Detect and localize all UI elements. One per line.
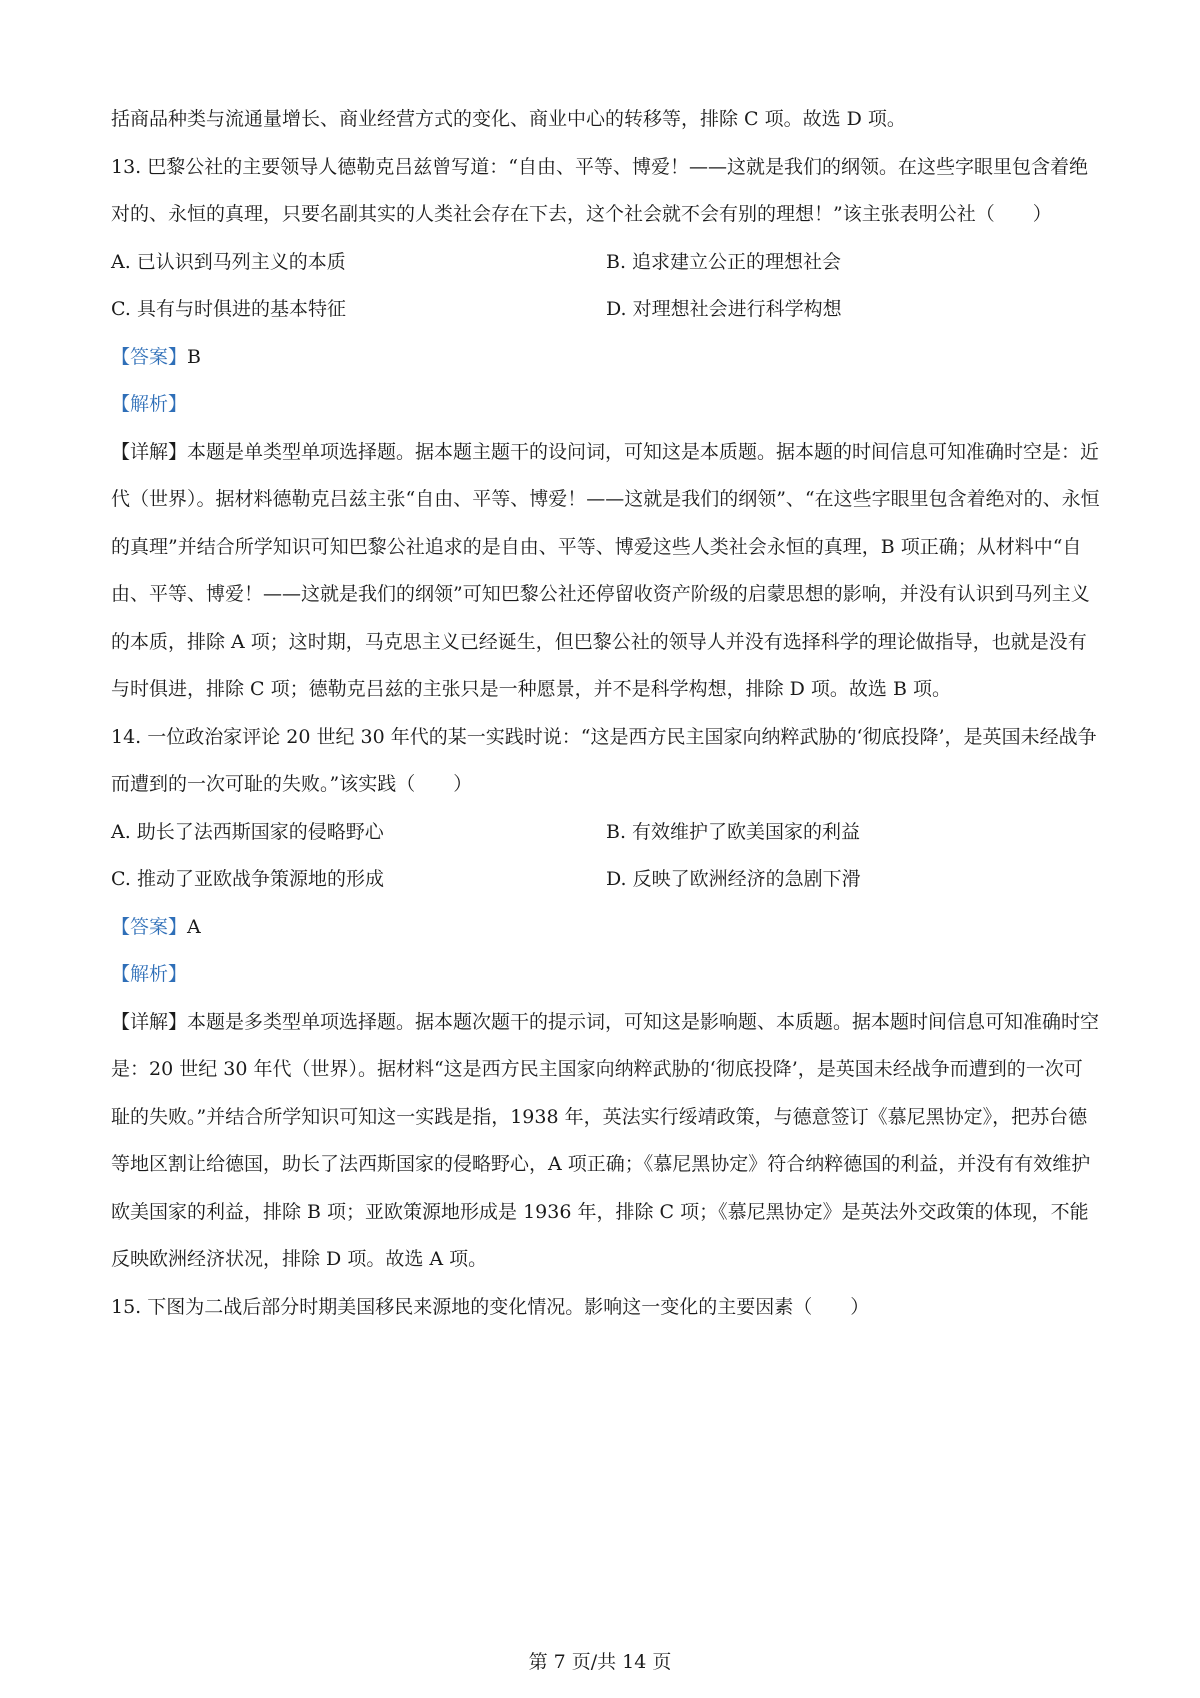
intro-line: 括商品种类与流通量增长、商业经营方式的变化、商业中心的转移等，排除 C 项。故选 D 项。: [111, 108, 906, 130]
question-14: [111, 714, 1101, 1284]
question-13-option-a: A. 已认识到马列主义的本质: [111, 250, 346, 273]
question-13-answer: [111, 334, 1101, 382]
question-13-stem: 13. 巴黎公社的主要领导人德勒克吕兹曾写道：“自由、平等、博爱！——这就是我们的纲领。在这些字眼里包含着绝对的、永恒的真理，只要名副其实的人类社会存在下去，这个社会就不会有别的理想！”该主张表明公社（ ）: [111, 155, 1088, 225]
question-14-analysis-tag: 【解析】: [111, 963, 188, 985]
question-14-stem: 14. 一位政治家评论 20 世纪 30 年代的某一实践时说：“这是西方民主国家向纳粹武胁的‘彻底投降’，是英国未经战争而遭到的一次可耻的失败。”该实践（ ）: [111, 725, 1097, 795]
question-13-options-row-2: [111, 286, 1101, 334]
question-13: [111, 144, 1101, 714]
answer-tag: 【答案】: [111, 915, 188, 938]
question-14-options-row-1: [111, 809, 1101, 857]
question-14-detail: 【详解】本题是多类型单项选择题。据本题次题干的提示词，可知这是影响题、本质题。据本题时间信息可知准确时空是：20 世纪 30 年代（世界）。据材料“这是西方民主国家向纳粹武胁的‘彻底投降’，是英国未经战争而遭到的一次可耻的失败。”并结合所学知识可知这一实践是指，1938 年，英法实行绥靖政策，与德意签订《慕尼黑协定》，把苏台德等地区割让给德国，助长了法西斯国家的侵略野心，A 项正确；《慕尼黑协定》符合纳粹德国的利益，并没有有效维护欧美国家的利益，排除 B 项；亚欧策源地形成是 1936 年，排除 C 项；《慕尼黑协定》是英法外交政策的体现，不能反映欧洲经济状况，排除 D 项。故选 A 项。: [111, 1010, 1100, 1270]
question-13-detail: 【详解】本题是单类型单项选择题。据本题主题干的设问词，可知这是本质题。据本题的时间信息可知准确时空是：近代（世界）。据材料德勒克吕兹主张“自由、平等、博爱！——这就是我们的纲领”、“在这些字眼里包含着绝对的、永恒的真理”并结合所学知识可知巴黎公社追求的是自由、平等、博爱这些人类社会永恒的真理，B 项正确；从材料中“自由、平等、博爱！——这就是我们的纲领”可知巴黎公社还停留收资产阶级的启蒙思想的影响，并没有认识到马列主义的本质，排除 A 项；这时期，马克思主义已经诞生，但巴黎公社的领导人并没有选择科学的理论做指导，也就是没有与时俱进，排除 C 项；德勒克吕兹的主张只是一种愿景，并不是科学构想，排除 D 项。故选 B 项。: [111, 440, 1100, 700]
question-14-option-b: B. 有效维护了欧美国家的利益: [606, 820, 861, 843]
question-13-option-b: B. 追求建立公正的理想社会: [606, 250, 842, 273]
question-13-option-c: C. 具有与时俱进的基本特征: [111, 298, 346, 320]
question-13-option-d: D. 对理想社会进行科学构想: [606, 298, 842, 320]
question-15: [111, 1284, 1101, 1332]
question-14-option-a: A. 助长了法西斯国家的侵略野心: [111, 820, 384, 843]
answer-value: A: [187, 915, 201, 938]
question-13-analysis-tag: 【解析】: [111, 393, 188, 415]
page-footer: 第 7 页/共 14 页: [528, 1651, 672, 1673]
question-14-options-row-2: [111, 856, 1101, 904]
question-14-option-d: D. 反映了欧洲经济的急剧下滑: [606, 868, 861, 890]
question-15-stem: 15. 下图为二战后部分时期美国移民来源地的变化情况。影响这一变化的主要因素（ ）: [111, 1295, 870, 1318]
question-13-options-row-1: [111, 239, 1101, 287]
answer-tag: 【答案】: [111, 345, 188, 368]
question-14-answer: [111, 904, 1101, 952]
question-14-option-c: C. 推动了亚欧战争策源地的形成: [111, 868, 384, 890]
answer-value: B: [187, 345, 201, 368]
page-content: [111, 96, 1101, 1331]
